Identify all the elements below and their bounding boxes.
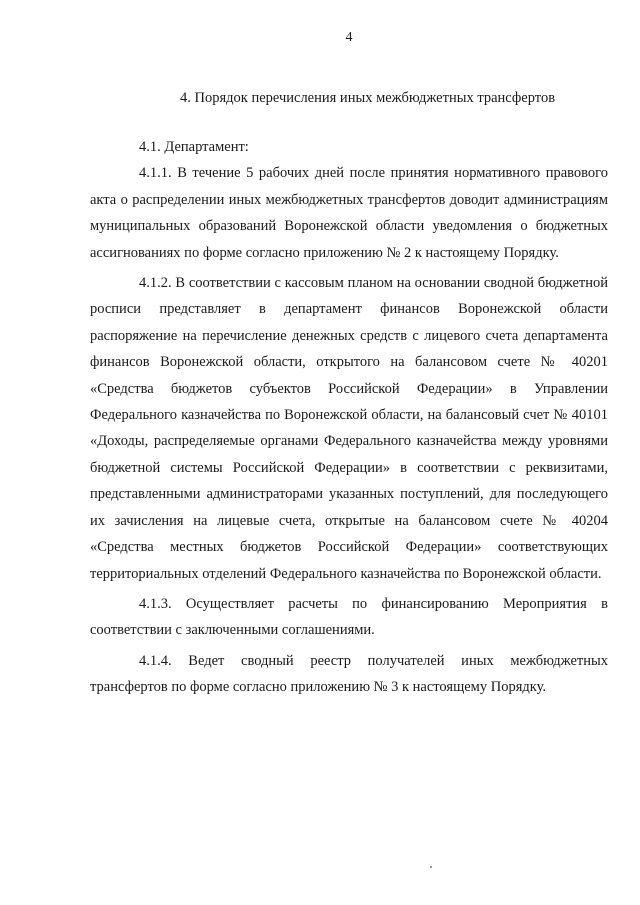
paragraph-4-1-1: 4.1.1. В течение 5 рабочих дней после принятия нормативного правового акта о распределении иных межбюджетных трансфертов доводит администрациям муниципальных образований Воронежской области уведомления о бюджетных ассигнованиях по форме согласно приложению № 2 к настоящему Порядку. [90, 165, 608, 261]
document-body [90, 134, 608, 701]
paragraph-4-1-2: 4.1.2. В соответствии с кассовым планом на основании сводной бюджетной росписи представляет в департамент финансов Воронежской области распоряжение на перечисление денежных средств с лицевого счета департамента финансов Воронежской области, открытого на балансовом счете № 40201 «Средства бюджетов субъектов Российской Федерации» в Управлении Федерального казначейства по Воронежской области, на балансовый счет № 40101 «Доходы, распределяемые органами Федерального казначейства между уровнями бюджетной системы Российской Федерации» в соответствии с реквизитами, представленными администраторами указанных поступлений, для последующего их зачисления на лицевые счета, открытые на балансовом счете № 40204 «Средства местных бюджетов Российской Федерации» соответствующих территориальных отделений Федерального казначейства по Воронежской области. [90, 275, 608, 582]
scan-speck [430, 866, 432, 868]
section-title: 4. Порядок перечисления иных межбюджетных трансфертов [180, 90, 556, 106]
paragraph-4-1-3: 4.1.3. Осуществляет расчеты по финансированию Мероприятия в соответствии с заключенными соглашениями. [90, 595, 608, 639]
paragraph-4-1-4: 4.1.4. Ведет сводный реестр получателей иных межбюджетных трансфертов по форме согласно приложению № 3 к настоящему Порядку. [90, 652, 608, 696]
paragraph-4-1: 4.1. Департамент: [139, 139, 249, 155]
page-number: 4 [345, 30, 353, 45]
